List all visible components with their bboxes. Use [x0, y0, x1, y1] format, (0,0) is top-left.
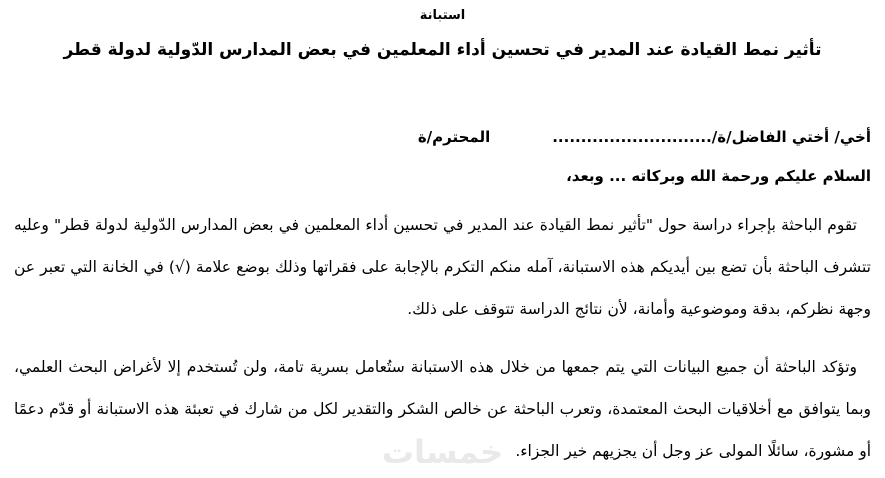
- confidentiality-paragraph: وتؤكد الباحثة أن جميع البيانات التي يتم جمعها من خلال هذه الاستبانة ستُعامل بسرية تامة، ولن تُستخدم إلا لأغراض البحث العلمي، وبما يتوافق مع أخلاقيات البحث المعتمدة، وتعرب الباحثة عن خالص الشكر والتقدير لكل من شارك في تعبئة هذه الاستبانة أو قدّم دعمًا أو مشورة، سائلًا المولى عز وجل أن يجزيهم خير الجزاء.: [14, 358, 871, 460]
- document-type-label: استبانة: [419, 8, 466, 23]
- khamsat-watermark: خمسات: [381, 433, 504, 471]
- name-blank-dots: ............................: [552, 128, 712, 146]
- greeting-honorific: المحترم/ة: [417, 128, 491, 146]
- intro-paragraph: تقوم الباحثة بإجراء دراسة حول "تأثير نمط القيادة عند المدير في تحسين أداء المعلمين في بعض المدارس الدّولية لدولة قطر" وعليه تتشرف الباحثة بأن تضع بين أيديكم هذه الاستبانة، آمله منكم التكرم بالإجابة على فقراتها وذلك بوضع علامة (√) في الخانة التي تعبر عن وجهة نظركم، بدقة وموضوعية وأمانة، لأن نتائج الدراسة تتوقف على ذلك.: [14, 216, 871, 318]
- document-title: تأثير نمط القيادة عند المدير في تحسين أداء المعلمين في بعض المدارس الدّولية لدولة قطر: [63, 40, 822, 60]
- salutation-line: السلام عليكم ورحمة الله وبركاته ... وبعد،: [566, 167, 871, 185]
- greeting-addressee: أخي/ أختي الفاضل/ة/: [711, 128, 871, 146]
- greeting-row: [14, 128, 871, 146]
